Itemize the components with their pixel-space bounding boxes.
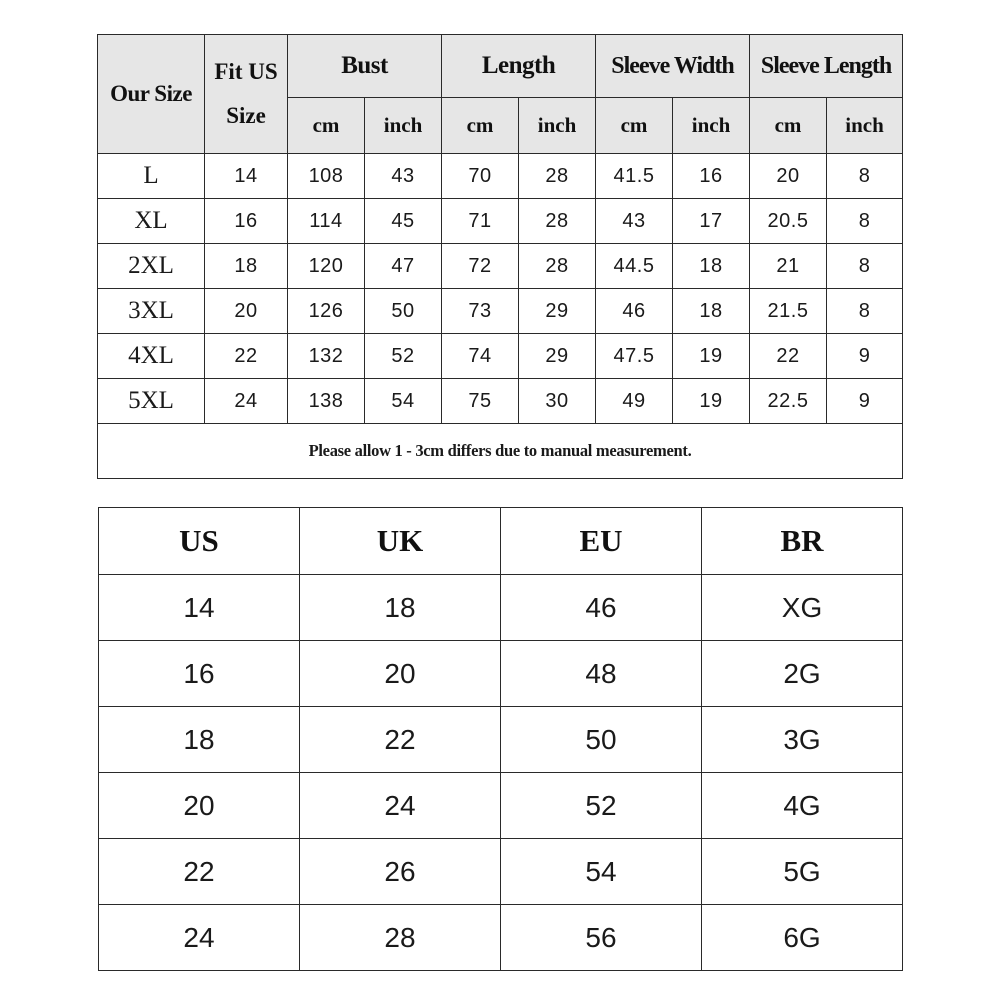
header-sleeve-length: Sleeve Length bbox=[750, 35, 903, 98]
cell-sleeve-length-cm: 22.5 bbox=[750, 379, 827, 424]
cell-bust-inch: 54 bbox=[365, 379, 442, 424]
cell-sleeve-length-inch: 8 bbox=[827, 289, 903, 334]
header-sleeve-width: Sleeve Width bbox=[596, 35, 750, 98]
cell-sleeve-width-inch: 19 bbox=[673, 334, 750, 379]
table-row bbox=[99, 839, 903, 905]
cell-sleeve-width-cm: 46 bbox=[596, 289, 673, 334]
cell-length-inch: 28 bbox=[519, 154, 596, 199]
conversion-body bbox=[99, 575, 903, 971]
unit-length-inch: inch bbox=[519, 98, 596, 154]
table-row bbox=[99, 575, 903, 641]
cell-uk: 20 bbox=[300, 641, 501, 707]
cell-bust-inch: 47 bbox=[365, 244, 442, 289]
size-chart-header-row bbox=[98, 35, 903, 98]
cell-bust-inch: 50 bbox=[365, 289, 442, 334]
cell-br: 2G bbox=[702, 641, 903, 707]
cell-eu: 56 bbox=[501, 905, 702, 971]
header-us: US bbox=[99, 508, 300, 575]
cell-length-cm: 74 bbox=[442, 334, 519, 379]
cell-bust-cm: 132 bbox=[288, 334, 365, 379]
cell-sleeve-length-cm: 21.5 bbox=[750, 289, 827, 334]
table-row bbox=[99, 707, 903, 773]
cell-size: 5XL bbox=[98, 379, 205, 424]
table-row bbox=[98, 154, 903, 199]
cell-sleeve-width-cm: 41.5 bbox=[596, 154, 673, 199]
cell-uk: 28 bbox=[300, 905, 501, 971]
cell-size: 4XL bbox=[98, 334, 205, 379]
conversion-header-row bbox=[99, 508, 903, 575]
cell-eu: 46 bbox=[501, 575, 702, 641]
cell-length-cm: 70 bbox=[442, 154, 519, 199]
measurement-note: Please allow 1 - 3cm differs due to manual measurement. bbox=[98, 424, 903, 479]
cell-us: 24 bbox=[99, 905, 300, 971]
cell-sleeve-length-cm: 20.5 bbox=[750, 199, 827, 244]
cell-sleeve-length-inch: 9 bbox=[827, 379, 903, 424]
cell-sleeve-width-cm: 44.5 bbox=[596, 244, 673, 289]
cell-length-inch: 29 bbox=[519, 289, 596, 334]
unit-bust-cm: cm bbox=[288, 98, 365, 154]
cell-sleeve-length-cm: 21 bbox=[750, 244, 827, 289]
unit-sleeve-length-cm: cm bbox=[750, 98, 827, 154]
cell-length-cm: 71 bbox=[442, 199, 519, 244]
header-bust: Bust bbox=[288, 35, 442, 98]
cell-sleeve-length-inch: 8 bbox=[827, 199, 903, 244]
unit-bust-inch: inch bbox=[365, 98, 442, 154]
cell-fit-us: 18 bbox=[205, 244, 288, 289]
cell-eu: 48 bbox=[501, 641, 702, 707]
cell-uk: 24 bbox=[300, 773, 501, 839]
header-length: Length bbox=[442, 35, 596, 98]
cell-br: 5G bbox=[702, 839, 903, 905]
cell-sleeve-width-inch: 17 bbox=[673, 199, 750, 244]
cell-fit-us: 24 bbox=[205, 379, 288, 424]
cell-bust-cm: 114 bbox=[288, 199, 365, 244]
cell-br: 6G bbox=[702, 905, 903, 971]
cell-sleeve-length-cm: 22 bbox=[750, 334, 827, 379]
table-row bbox=[99, 773, 903, 839]
cell-length-inch: 28 bbox=[519, 244, 596, 289]
cell-us: 18 bbox=[99, 707, 300, 773]
cell-sleeve-width-inch: 18 bbox=[673, 289, 750, 334]
cell-fit-us: 14 bbox=[205, 154, 288, 199]
cell-sleeve-length-cm: 20 bbox=[750, 154, 827, 199]
cell-uk: 22 bbox=[300, 707, 501, 773]
table-row bbox=[98, 334, 903, 379]
unit-sleeve-width-cm: cm bbox=[596, 98, 673, 154]
cell-size: L bbox=[98, 154, 205, 199]
unit-sleeve-width-inch: inch bbox=[673, 98, 750, 154]
cell-bust-inch: 43 bbox=[365, 154, 442, 199]
table-row bbox=[98, 244, 903, 289]
cell-sleeve-width-inch: 16 bbox=[673, 154, 750, 199]
table-row bbox=[98, 289, 903, 334]
cell-eu: 50 bbox=[501, 707, 702, 773]
header-br: BR bbox=[702, 508, 903, 575]
cell-length-inch: 28 bbox=[519, 199, 596, 244]
cell-size: 2XL bbox=[98, 244, 205, 289]
cell-bust-inch: 45 bbox=[365, 199, 442, 244]
cell-sleeve-length-inch: 8 bbox=[827, 154, 903, 199]
cell-sleeve-width-inch: 18 bbox=[673, 244, 750, 289]
cell-br: 3G bbox=[702, 707, 903, 773]
header-eu: EU bbox=[501, 508, 702, 575]
size-conversion-table bbox=[98, 507, 903, 971]
cell-length-cm: 73 bbox=[442, 289, 519, 334]
cell-size: XL bbox=[98, 199, 205, 244]
cell-sleeve-width-cm: 43 bbox=[596, 199, 673, 244]
cell-us: 20 bbox=[99, 773, 300, 839]
cell-bust-cm: 138 bbox=[288, 379, 365, 424]
header-our-size: Our Size bbox=[98, 35, 205, 154]
cell-sleeve-width-cm: 49 bbox=[596, 379, 673, 424]
header-fit-us-size: Fit US Size bbox=[205, 35, 288, 154]
cell-bust-cm: 126 bbox=[288, 289, 365, 334]
cell-us: 14 bbox=[99, 575, 300, 641]
unit-sleeve-length-inch: inch bbox=[827, 98, 903, 154]
cell-uk: 18 bbox=[300, 575, 501, 641]
cell-eu: 54 bbox=[501, 839, 702, 905]
table-row bbox=[99, 905, 903, 971]
size-chart-table bbox=[97, 34, 903, 479]
cell-length-cm: 72 bbox=[442, 244, 519, 289]
cell-length-inch: 30 bbox=[519, 379, 596, 424]
cell-bust-cm: 108 bbox=[288, 154, 365, 199]
cell-bust-inch: 52 bbox=[365, 334, 442, 379]
cell-bust-cm: 120 bbox=[288, 244, 365, 289]
cell-size: 3XL bbox=[98, 289, 205, 334]
cell-sleeve-length-inch: 9 bbox=[827, 334, 903, 379]
cell-sleeve-width-inch: 19 bbox=[673, 379, 750, 424]
cell-uk: 26 bbox=[300, 839, 501, 905]
header-uk: UK bbox=[300, 508, 501, 575]
cell-us: 22 bbox=[99, 839, 300, 905]
cell-us: 16 bbox=[99, 641, 300, 707]
cell-length-cm: 75 bbox=[442, 379, 519, 424]
cell-br: XG bbox=[702, 575, 903, 641]
cell-fit-us: 22 bbox=[205, 334, 288, 379]
size-chart-note-row bbox=[98, 424, 903, 479]
size-chart-body bbox=[98, 154, 903, 424]
cell-fit-us: 16 bbox=[205, 199, 288, 244]
table-row bbox=[99, 641, 903, 707]
cell-fit-us: 20 bbox=[205, 289, 288, 334]
cell-sleeve-width-cm: 47.5 bbox=[596, 334, 673, 379]
cell-br: 4G bbox=[702, 773, 903, 839]
table-row bbox=[98, 379, 903, 424]
cell-length-inch: 29 bbox=[519, 334, 596, 379]
cell-sleeve-length-inch: 8 bbox=[827, 244, 903, 289]
cell-eu: 52 bbox=[501, 773, 702, 839]
unit-length-cm: cm bbox=[442, 98, 519, 154]
table-row bbox=[98, 199, 903, 244]
